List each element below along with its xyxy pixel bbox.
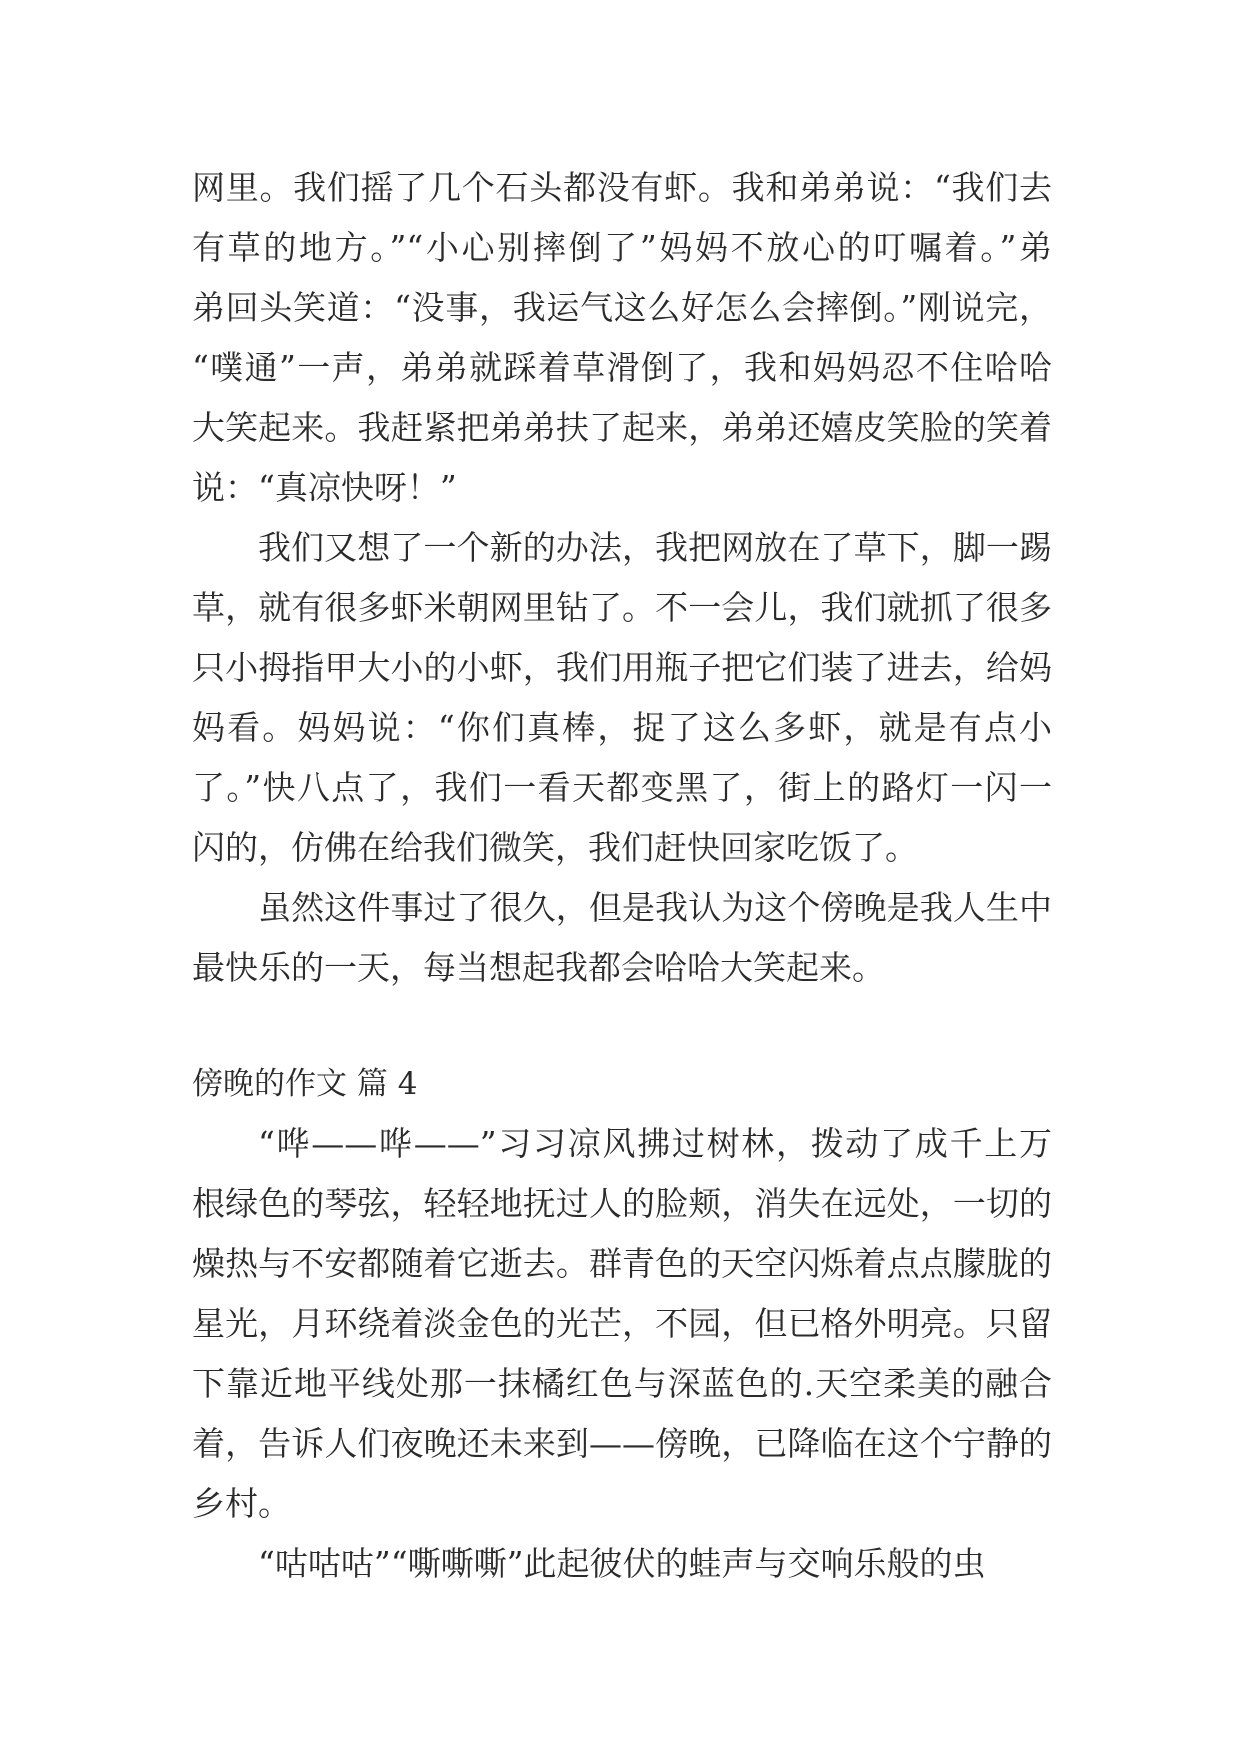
paragraph: [192, 878, 1052, 998]
text-line: “哗——哗——”习习凉风拂过树林，拨动了成千上万: [258, 1124, 1052, 1163]
text-line: 说：“真凉快呀！”: [192, 468, 457, 507]
paragraph: [192, 158, 1052, 518]
text-line: 最快乐的一天，每当想起我都会哈哈大笑起来。: [192, 948, 885, 987]
text-line: 妈看。妈妈说：“你们真棒，捉了这么多虾，就是有点小: [192, 708, 1052, 747]
text-line: 我们又想了一个新的办法，我把网放在了草下，脚一踢: [258, 528, 1052, 567]
paragraph: [192, 1114, 1052, 1534]
text-line: 大笑起来。我赶紧把弟弟扶了起来，弟弟还嬉皮笑脸的笑着: [192, 408, 1052, 447]
text-line: 只小拇指甲大小的小虾，我们用瓶子把它们装了进去，给妈: [192, 648, 1052, 687]
text-line: 星光，月环绕着淡金色的光芒，不园，但已格外明亮。只留: [192, 1304, 1052, 1343]
paragraph: [192, 518, 1052, 878]
text-line: 根绿色的琴弦，轻轻地抚过人的脸颊，消失在远处，一切的: [192, 1184, 1052, 1223]
text-line: 燥热与不安都随着它逝去。群青色的天空闪烁着点点朦胧的: [192, 1244, 1052, 1283]
essay-title: 傍晚的作文 篇 4: [192, 1066, 418, 1102]
text-line: 闪的，仿佛在给我们微笑，我们赶快回家吃饭了。: [192, 828, 918, 867]
paragraph: [192, 1534, 1052, 1594]
text-line: 虽然这件事过了很久，但是我认为这个傍晚是我人生中: [258, 888, 1052, 927]
text-line: 着，告诉人们夜晚还未来到——傍晚，已降临在这个宁静的: [192, 1424, 1052, 1463]
essay-body-part1: [192, 158, 1052, 998]
text-line: 草，就有很多虾米朝网里钻了。不一会儿，我们就抓了很多: [192, 588, 1052, 627]
text-line: 下靠近地平线处那一抹橘红色与深蓝色的.天空柔美的融合: [192, 1364, 1052, 1403]
text-line: 乡村。: [192, 1484, 291, 1523]
document-page: [192, 158, 1052, 1594]
text-line: 弟回头笑道：“没事，我运气这么好怎么会摔倒。”刚说完，: [192, 288, 1052, 327]
text-line: 网里。我们摇了几个石头都没有虾。我和弟弟说：“我们去: [192, 168, 1052, 207]
text-line: 了。”快八点了，我们一看天都变黑了，街上的路灯一闪一: [192, 768, 1052, 807]
text-line: “噗通”一声，弟弟就踩着草滑倒了，我和妈妈忍不住哈哈: [192, 348, 1052, 387]
text-line: 有草的地方。”“小心别摔倒了”妈妈不放心的叮嘱着。”弟: [192, 228, 1052, 267]
text-line: “咕咕咕”“嘶嘶嘶”此起彼伏的蛙声与交响乐般的虫: [258, 1544, 986, 1583]
essay-body-part2: [192, 1114, 1052, 1594]
